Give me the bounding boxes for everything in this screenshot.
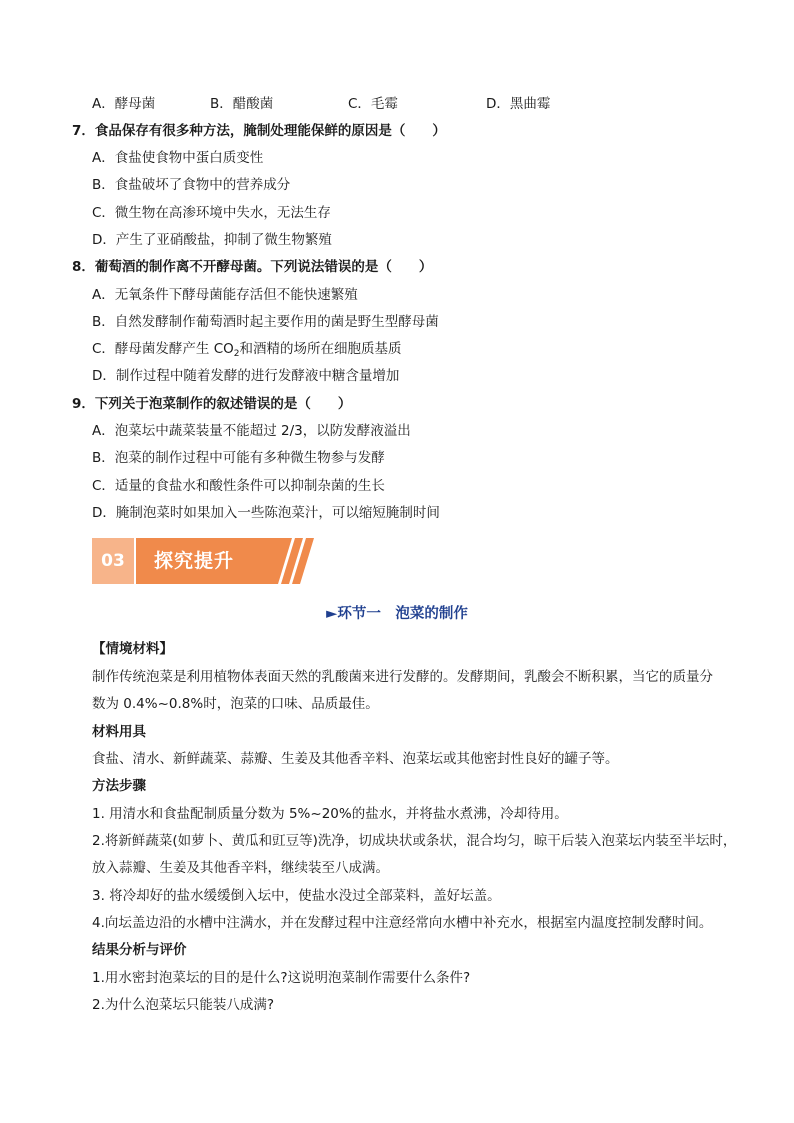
q7-option-a: A．食盐使食物中蛋白质变性: [92, 150, 264, 166]
q6-option-a: A．酵母菌: [92, 96, 156, 112]
q8-option-a: A．无氧条件下酵母菌能存活但不能快速繁殖: [92, 287, 358, 303]
materials-heading: 材料用具: [92, 724, 146, 740]
section-banner: [92, 538, 322, 584]
q7-option-d: D．产生了亚硝酸盐，抑制了微生物繁殖: [92, 232, 332, 248]
q9-option-a: A．泡菜坛中蔬菜装量不能超过 2/3，以防发酵液溢出: [92, 423, 411, 439]
q8-option-d: D．制作过程中随着发酵的进行发酵液中糖含量增加: [92, 368, 400, 384]
situation-heading: 【情境材料】: [92, 641, 173, 657]
q8-option-c-sub: 2: [233, 349, 240, 359]
q8-option-c-head: C．酵母菌发酵产生 CO: [92, 341, 234, 357]
method-step-2-line1: 2.将新鲜蔬菜(如萝卜、黄瓜和豇豆等)洗净，切成块状或条状，混合均匀，晾干后装入泡菜坛内装至半坛时，: [92, 833, 737, 849]
q6-option-d: D．黑曲霉: [486, 96, 551, 112]
q9-option-d: D．腌制泡菜时如果加入一些陈泡菜汁，可以缩短腌制时间: [92, 505, 440, 521]
method-heading: 方法步骤: [92, 778, 146, 794]
q8-option-c-tail: 和酒精的场所在细胞质基质: [239, 341, 402, 357]
q8-stem: 8．葡萄酒的制作离不开酵母菌。下列说法错误的是（ ）: [72, 259, 433, 275]
q9-option-c: C．适量的食盐水和酸性条件可以抑制杂菌的生长: [92, 478, 385, 494]
q9-stem: 9．下列关于泡菜制作的叙述错误的是（ ）: [72, 396, 352, 412]
materials-text: 食盐、清水、新鲜蔬菜、蒜瓣、生姜及其他香辛料、泡菜坛或其他密封性良好的罐子等。: [92, 751, 619, 767]
method-step-4: 4.向坛盖边沿的水槽中注满水，并在发酵过程中注意经常向水槽中补充水，根据室内温度控制发酵时间。: [92, 915, 713, 931]
q6-option-b: B．醋酸菌: [210, 96, 274, 112]
q6-option-c: C．毛霉: [348, 96, 398, 112]
q8-option-c: [92, 339, 402, 364]
q7-option-b: B．食盐破坏了食物中的营养成分: [92, 177, 291, 193]
section-title: 探究提升: [154, 550, 235, 572]
results-question-1: 1.用水密封泡菜坛的目的是什么?这说明泡菜制作需要什么条件?: [92, 970, 471, 986]
results-heading: 结果分析与评价: [92, 942, 187, 958]
section-number: 03: [101, 551, 125, 571]
results-question-2: 2.为什么泡菜坛只能装八成满?: [92, 997, 275, 1013]
situation-text-line2: 数为 0.4%~0.8%时，泡菜的口味、品质最佳。: [92, 696, 379, 712]
q7-option-c: C．微生物在高渗环境中失水，无法生存: [92, 205, 331, 221]
q8-option-b: B．自然发酵制作葡萄酒时起主要作用的菌是野生型酵母菌: [92, 314, 439, 330]
q9-option-b: B．泡菜的制作过程中可能有多种微生物参与发酵: [92, 450, 385, 466]
q7-stem: 7．食品保存有很多种方法，腌制处理能保鲜的原因是（ ）: [72, 123, 446, 139]
situation-text-line1: 制作传统泡菜是利用植物体表面天然的乳酸菌来进行发酵的。发酵期间，乳酸会不断积累，当它的质量分: [92, 669, 713, 685]
method-step-1: 1. 用清水和食盐配制质量分数为 5%~20%的盐水，并将盐水煮沸，冷却待用。: [92, 806, 568, 822]
method-step-3: 3. 将冷却好的盐水缓缓倒入坛中，使盐水没过全部菜料，盖好坛盖。: [92, 888, 501, 904]
method-step-2-line2: 放入蒜瓣、生姜及其他香辛料，继续装至八成满。: [92, 860, 389, 876]
section-subtitle: ►环节一 泡菜的制作: [326, 606, 468, 622]
